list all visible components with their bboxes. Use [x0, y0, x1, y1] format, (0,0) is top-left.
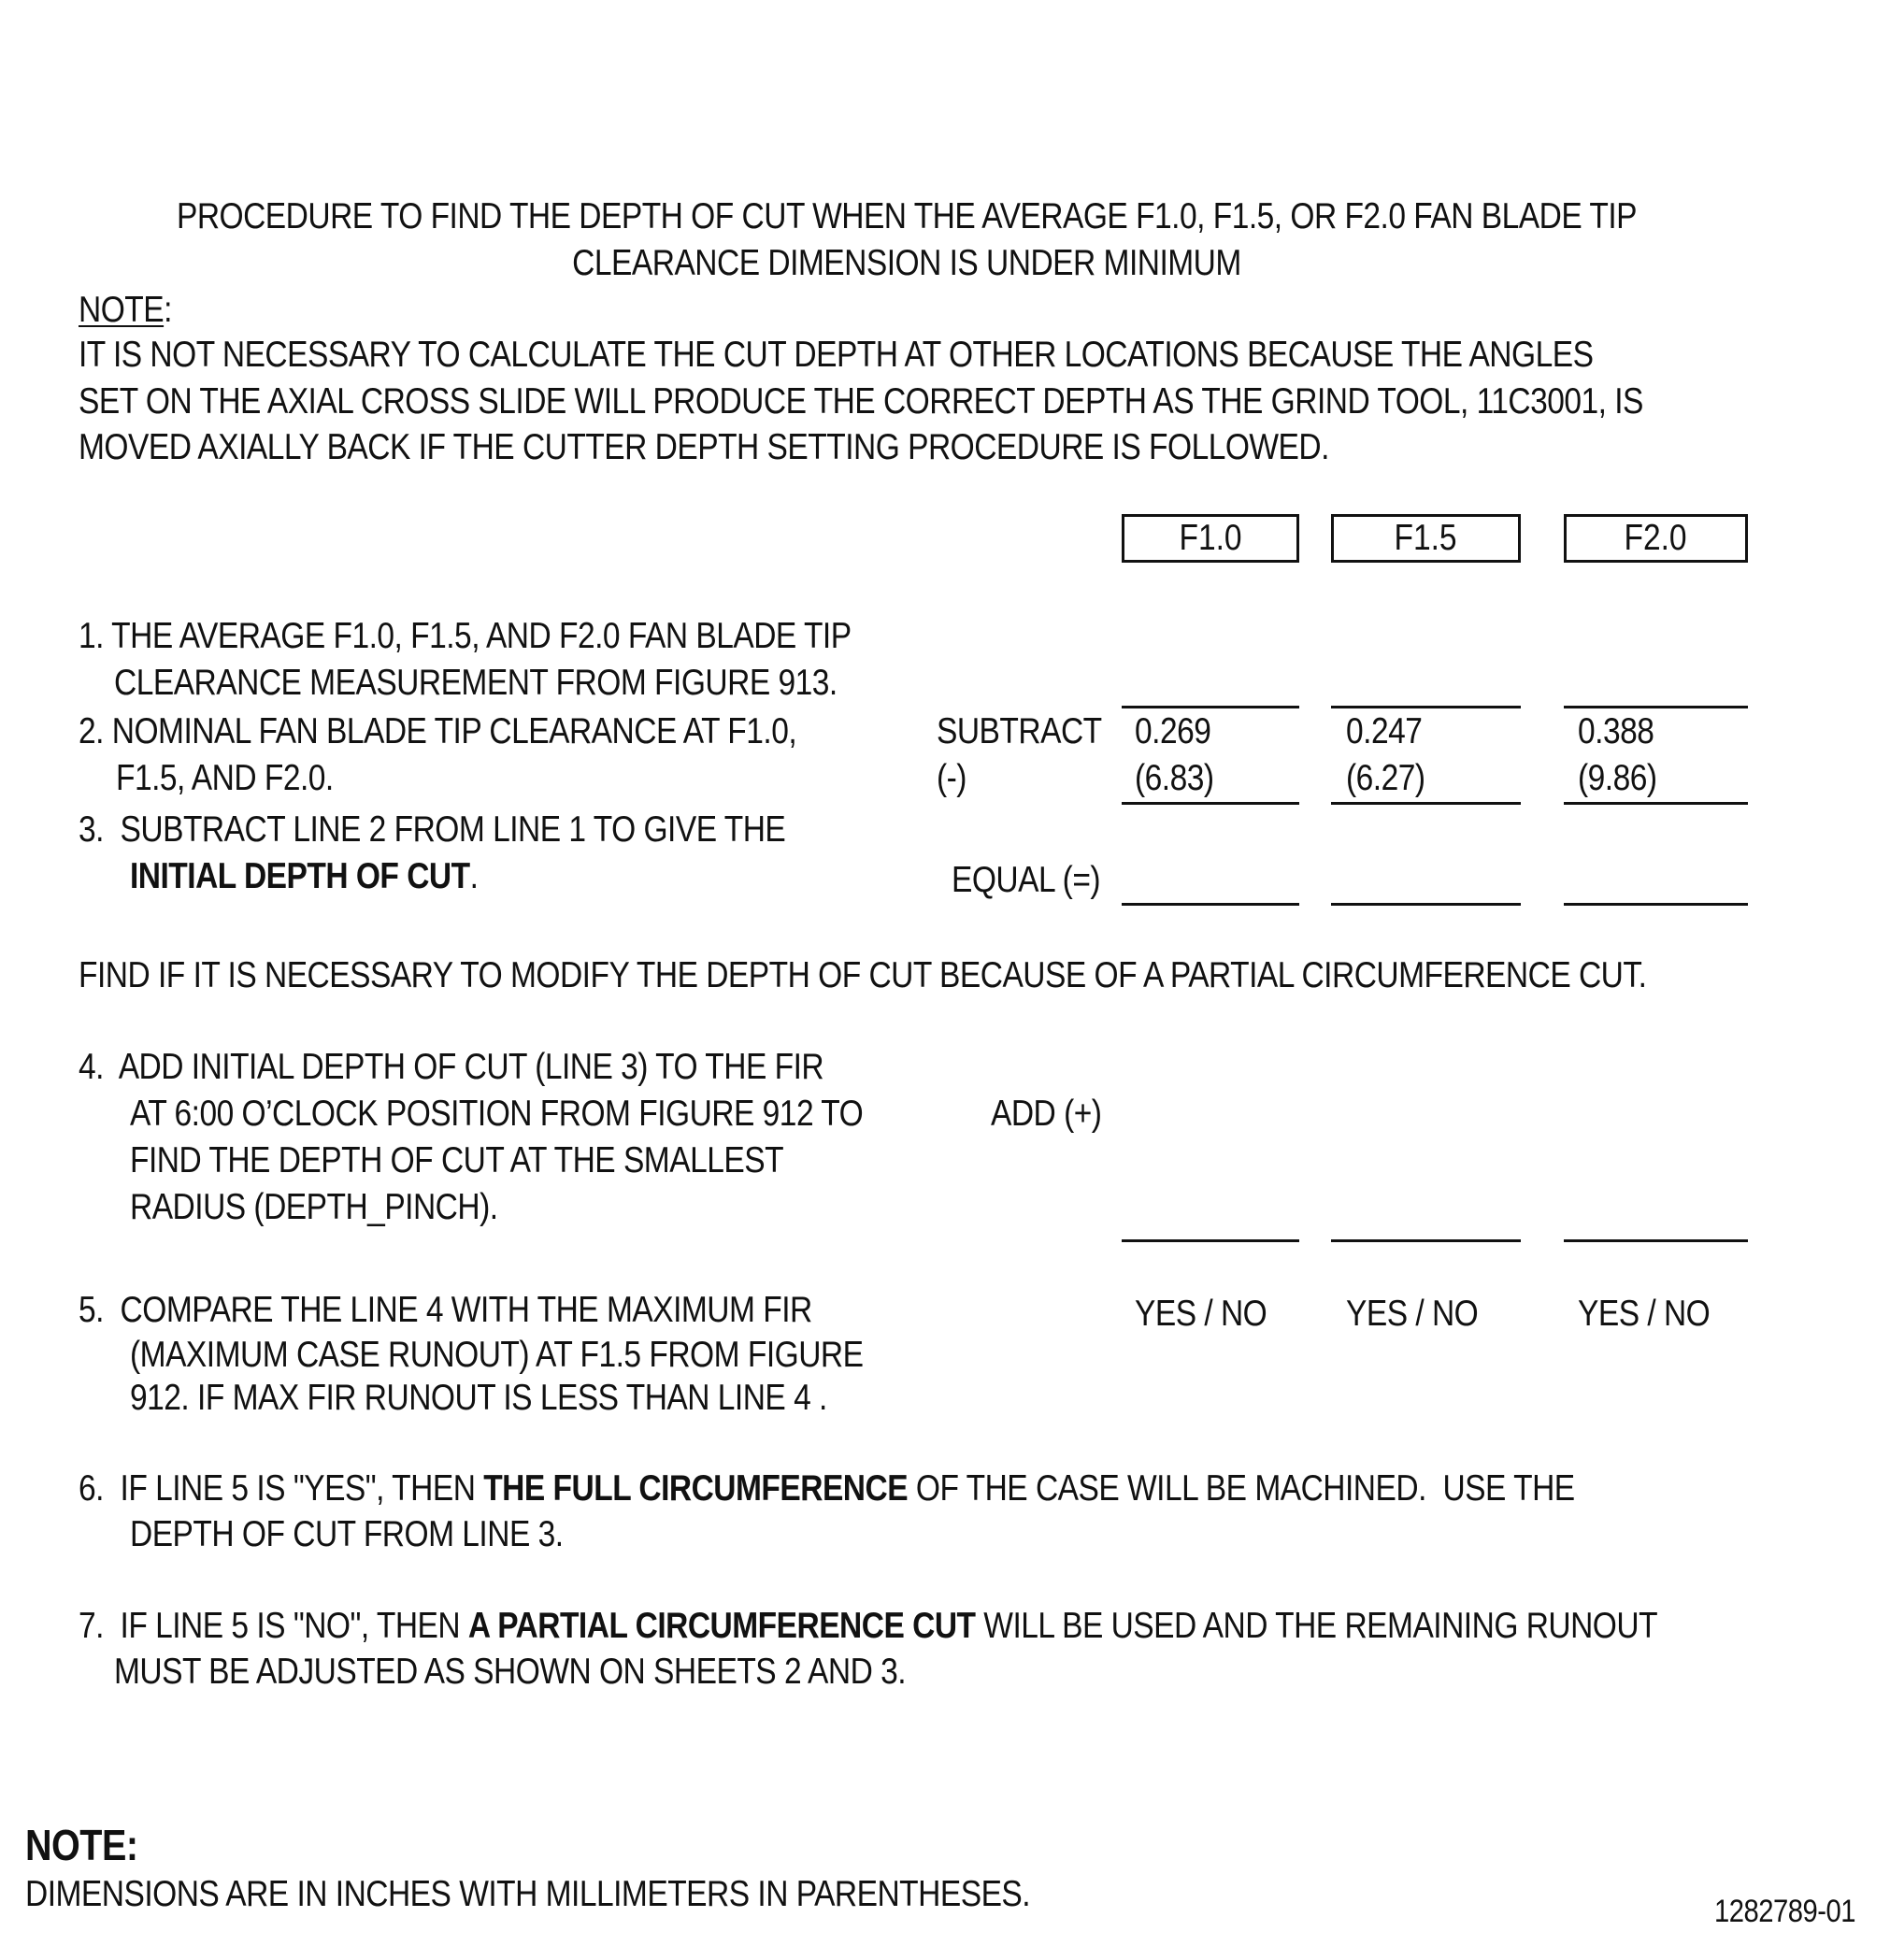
step5-line-3: 912. IF MAX FIR RUNOUT IS LESS THAN LINE 4 . [130, 1378, 827, 1418]
note-top-colon: : [164, 290, 172, 330]
note-top-line-1: IT IS NOT NECESSARY TO CALCULATE THE CUT DEPTH AT OTHER LOCATIONS BECAUSE THE ANGLES [79, 335, 1594, 375]
step3-line-2 [130, 854, 478, 899]
step2-underline-f1-0 [1122, 802, 1299, 805]
note-top-line-3: MOVED AXIALLY BACK IF THE CUTTER DEPTH SETTING PROCEDURE IS FOLLOWED. [79, 427, 1329, 467]
step2-operation: SUBTRACT [937, 711, 1102, 751]
step2-underline-f1-5 [1331, 802, 1521, 805]
step2-underline-f2-0 [1564, 802, 1748, 805]
find-line: FIND IF IT IS NECESSARY TO MODIFY THE DEPTH OF CUT BECAUSE OF A PARTIAL CIRCUMFERENCE CUT. [79, 955, 1647, 995]
step4-blank-f1-5 [1331, 1239, 1521, 1242]
step4-line-4: RADIUS (DEPTH_PINCH). [130, 1187, 498, 1227]
step3-blank-f2-0 [1564, 903, 1748, 906]
step2-value-f1-0-inch: 0.269 [1135, 711, 1211, 751]
title-line-1: PROCEDURE TO FIND THE DEPTH OF CUT WHEN THE AVERAGE F1.0, F1.5, OR F2.0 FAN BLADE TIP [176, 196, 1638, 236]
step4-operation: ADD (+) [991, 1094, 1102, 1134]
step7-line-1 [79, 1604, 1657, 1649]
note-top-heading [79, 288, 172, 333]
figure-id: 1282789-01 [1714, 1894, 1855, 1929]
step1-line-2: CLEARANCE MEASUREMENT FROM FIGURE 913. [114, 663, 838, 703]
title-line-2: CLEARANCE DIMENSION IS UNDER MINIMUM [572, 243, 1241, 283]
step3-operation: EQUAL (=) [952, 860, 1101, 900]
step3-initial-depth-of-cut: INITIAL DEPTH OF CUT [130, 856, 470, 896]
step7-partial-circumference-cut: A PARTIAL CIRCUMFERENCE CUT [467, 1606, 976, 1646]
step2-line-1: 2. NOMINAL FAN BLADE TIP CLEARANCE AT F1.0, [79, 711, 797, 751]
step4-line-1: 4. ADD INITIAL DEPTH OF CUT (LINE 3) TO THE FIR [79, 1047, 824, 1087]
step6-line-2: DEPTH OF CUT FROM LINE 3. [130, 1514, 564, 1554]
step3-blank-f1-0 [1122, 903, 1299, 906]
note-bottom-label: NOTE: [25, 1821, 138, 1869]
step6-lead-text: 6. IF LINE 5 IS "YES", THEN [79, 1468, 484, 1509]
step2-line-2: F1.5, AND F2.0. [116, 758, 334, 798]
step5-line-1: 5. COMPARE THE LINE 4 WITH THE MAXIMUM FIR [79, 1290, 812, 1330]
step2-operation-sign: (-) [937, 758, 966, 798]
step2-value-f1-5-inch: 0.247 [1346, 711, 1423, 751]
note-top-label: NOTE [79, 290, 165, 330]
step2-value-f1-0-mm: (6.83) [1135, 758, 1214, 798]
step7-trail-text: WILL BE USED AND THE REMAINING RUNOUT [975, 1606, 1658, 1646]
step4-line-3: FIND THE DEPTH OF CUT AT THE SMALLEST [130, 1140, 784, 1180]
column-header-f2-0: F2.0 [1564, 514, 1748, 563]
step6-full-circumference: THE FULL CIRCUMFERENCE [483, 1468, 909, 1509]
step6-line-1 [79, 1466, 1575, 1511]
step5-answer-f1-5: YES / NO [1346, 1294, 1479, 1334]
step3-line-1: 3. SUBTRACT LINE 2 FROM LINE 1 TO GIVE THE [79, 809, 786, 850]
step4-line-2: AT 6:00 O’CLOCK POSITION FROM FIGURE 912 TO [130, 1094, 864, 1134]
step1-blank-f2-0 [1564, 706, 1748, 708]
step5-answer-f2-0: YES / NO [1578, 1294, 1711, 1334]
step4-blank-f1-0 [1122, 1239, 1299, 1242]
step1-blank-f1-5 [1331, 706, 1521, 708]
step2-value-f1-5-mm: (6.27) [1346, 758, 1425, 798]
step6-trail-text: OF THE CASE WILL BE MACHINED. USE THE [908, 1468, 1575, 1509]
step2-value-f2-0-mm: (9.86) [1578, 758, 1657, 798]
column-header-f1-0: F1.0 [1122, 514, 1299, 563]
step5-answer-f1-0: YES / NO [1135, 1294, 1267, 1334]
step7-lead-text: 7. IF LINE 5 IS "NO", THEN [79, 1606, 468, 1646]
step1-line-1: 1. THE AVERAGE F1.0, F1.5, AND F2.0 FAN BLADE TIP [79, 616, 852, 656]
step5-line-2: (MAXIMUM CASE RUNOUT) AT F1.5 FROM FIGURE [130, 1335, 864, 1375]
step3-period: . [469, 856, 479, 896]
step4-blank-f2-0 [1564, 1239, 1748, 1242]
column-header-f1-5: F1.5 [1331, 514, 1521, 563]
step3-blank-f1-5 [1331, 903, 1521, 906]
step7-line-2: MUST BE ADJUSTED AS SHOWN ON SHEETS 2 AND 3. [114, 1652, 907, 1692]
note-bottom-text: DIMENSIONS ARE IN INCHES WITH MILLIMETERS IN PARENTHESES. [25, 1874, 1031, 1914]
step2-value-f2-0-inch: 0.388 [1578, 711, 1654, 751]
note-top-line-2: SET ON THE AXIAL CROSS SLIDE WILL PRODUCE THE CORRECT DEPTH AS THE GRIND TOOL, 11C3001, IS [79, 381, 1643, 422]
step1-blank-f1-0 [1122, 706, 1299, 708]
